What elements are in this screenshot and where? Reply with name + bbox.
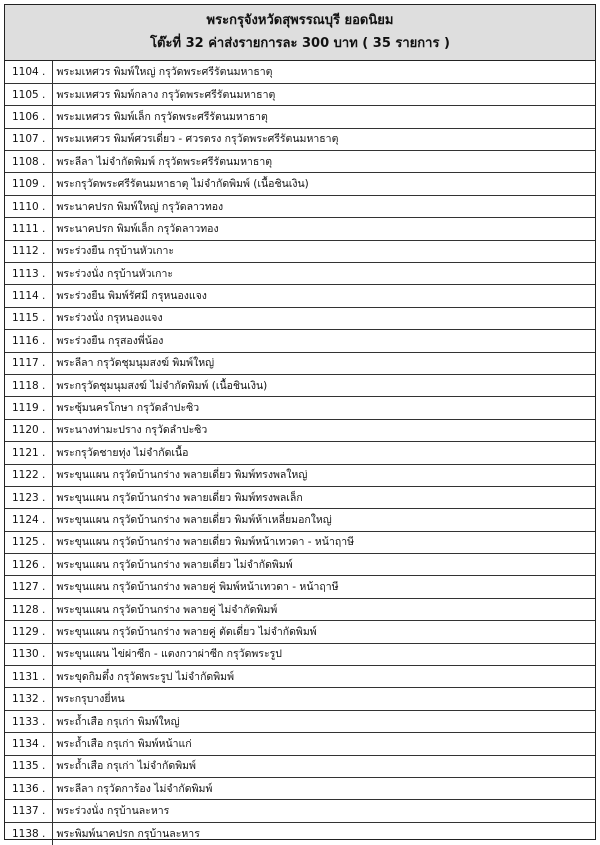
item-name: พระร่วงยืน กรุบ้านหัวเกาะ: [52, 240, 595, 262]
table-row: [5, 128, 595, 150]
item-number: 1110 .: [5, 195, 52, 217]
table-row: [5, 822, 595, 844]
item-number: 1136 .: [5, 778, 52, 800]
item-name: พระร่วงนั่ง กรุบ้านหัวเกาะ: [52, 263, 595, 285]
item-name: พระร่วงนั่ง กรุบ้านละหาร: [52, 800, 595, 822]
item-number: 1121 .: [5, 442, 52, 464]
item-number: 1135 .: [5, 755, 52, 777]
listing-sheet: [4, 4, 596, 840]
item-name: พระขุดกิมตึ๋ง กรุวัดพระรูป ไม่จำกัดพิมพ์: [52, 666, 595, 688]
item-number: 1128 .: [5, 598, 52, 620]
table-row: [5, 509, 595, 531]
item-name: พระขุนแผน กรุวัดบ้านกร่าง พลายเดี่ยว พิมพ์ทรงพลเล็ก: [52, 486, 595, 508]
table-row: [5, 307, 595, 329]
item-name: พระซุ้มนครโกษา กรุวัดลำปะซิว: [52, 397, 595, 419]
table-row: [5, 576, 595, 598]
item-name: พระขุนแผน กรุวัดบ้านกร่าง พลายเดี่ยว ไม่จำกัดพิมพ์: [52, 554, 595, 576]
table-row: [5, 621, 595, 643]
item-number: 1119 .: [5, 397, 52, 419]
table-row: [5, 352, 595, 374]
item-number: 1109 .: [5, 173, 52, 195]
item-name: พระนางท่ามะปราง กรุวัดลำปะซิว: [52, 419, 595, 441]
item-name: พระกรุวัดชุมนุมสงฆ์ ไม่จำกัดพิมพ์ (เนื้อชินเงิน): [52, 374, 595, 396]
item-number: 1132 .: [5, 688, 52, 710]
item-number: 1104 .: [5, 61, 52, 83]
item-name: พระถ้ำเสือ กรุเก่า พิมพ์ใหญ่: [52, 710, 595, 732]
item-number: 1106 .: [5, 106, 52, 128]
table-row: [5, 598, 595, 620]
table-row: [5, 531, 595, 553]
item-number: 1107 .: [5, 128, 52, 150]
item-number: 1113 .: [5, 263, 52, 285]
item-number: 1122 .: [5, 464, 52, 486]
item-name: พระนาคปรก พิมพ์เล็ก กรุวัดลาวทอง: [52, 218, 595, 240]
item-number: 1112 .: [5, 240, 52, 262]
table-row: [5, 800, 595, 822]
table-row: [5, 419, 595, 441]
table-row: [5, 486, 595, 508]
item-number: 1108 .: [5, 151, 52, 173]
item-name: พระขุนแผน กรุวัดบ้านกร่าง พลายคู่ ตัดเดี่ยว ไม่จำกัดพิมพ์: [52, 621, 595, 643]
table-row: [5, 710, 595, 732]
item-name: พระกรุวัดชายทุ่ง ไม่จำกัดเนื้อ: [52, 442, 595, 464]
item-number: 1124 .: [5, 509, 52, 531]
item-number: 1125 .: [5, 531, 52, 553]
amulet-table: [5, 61, 595, 845]
item-number: 1133 .: [5, 710, 52, 732]
table-row: [5, 218, 595, 240]
table-row: [5, 464, 595, 486]
item-name: พระมเหศวร พิมพ์ศวรเดี่ยว - ศวรตรง กรุวัดพระศรีรัตนมหาธาตุ: [52, 128, 595, 150]
item-number: 1111 .: [5, 218, 52, 240]
item-number: 1126 .: [5, 554, 52, 576]
item-name: พระลีลา กรุวัดชุมนุมสงฆ์ พิมพ์ใหญ่: [52, 352, 595, 374]
table-row: [5, 643, 595, 665]
item-name: พระนาคปรก พิมพ์ใหญ่ กรุวัดลาวทอง: [52, 195, 595, 217]
item-number: 1117 .: [5, 352, 52, 374]
item-name: พระขุนแผน กรุวัดบ้านกร่าง พลายคู่ ไม่จำกัดพิมพ์: [52, 598, 595, 620]
item-number: 1127 .: [5, 576, 52, 598]
item-name: พระขุนแผน กรุวัดบ้านกร่าง พลายคู่ พิมพ์หน้าเทวดา - หน้าฤาษี: [52, 576, 595, 598]
table-row: [5, 397, 595, 419]
item-name: พระขุนแผน กรุวัดบ้านกร่าง พลายเดี่ยว พิมพ์หน้าเทวดา - หน้าฤาษี: [52, 531, 595, 553]
item-name: พระมเหศวร พิมพ์ใหญ่ กรุวัดพระศรีรัตนมหาธาตุ: [52, 61, 595, 83]
item-number: 1118 .: [5, 374, 52, 396]
item-number: 1130 .: [5, 643, 52, 665]
table-row: [5, 666, 595, 688]
item-number: 1114 .: [5, 285, 52, 307]
table-row: [5, 83, 595, 105]
table-row: [5, 778, 595, 800]
item-name: พระขุนแผน กรุวัดบ้านกร่าง พลายเดี่ยว พิมพ์ห้าเหลี่ยมอกใหญ่: [52, 509, 595, 531]
item-name: พระกรุบางยี่หน: [52, 688, 595, 710]
sheet-header: [5, 5, 595, 61]
item-name: พระพิมพ์นาคปรก กรุบ้านละหาร: [56, 827, 200, 840]
item-name: พระขุนแผน ไข่ผ่าซีก - แตงกวาผ่าซีก กรุวัดพระรูป: [52, 643, 595, 665]
item-name: พระกรุวัดพระศรีรัตนมหาธาตุ ไม่จำกัดพิมพ์ (เนื้อชินเงิน): [52, 173, 595, 195]
table-row: [5, 554, 595, 576]
table-row: [5, 374, 595, 396]
item-number: 1116 .: [5, 330, 52, 352]
table-row: [5, 173, 595, 195]
item-name: พระลีลา กรุวัดการ้อง ไม่จำกัดพิมพ์: [52, 778, 595, 800]
table-row: [5, 151, 595, 173]
table-row: [5, 263, 595, 285]
table-row: [5, 688, 595, 710]
table-row: [5, 195, 595, 217]
table-row: [5, 240, 595, 262]
item-number: 1138 .: [5, 822, 52, 844]
item-name: พระลีลา ไม่จำกัดพิมพ์ กรุวัดพระศรีรัตนมหาธาตุ: [52, 151, 595, 173]
item-name: พระถ้ำเสือ กรุเก่า ไม่จำกัดพิมพ์: [52, 755, 595, 777]
table-row: [5, 733, 595, 755]
item-number: 1105 .: [5, 83, 52, 105]
page-title: พระกรุจังหวัดสุพรรณบุรี ยอดนิยม: [206, 13, 394, 28]
table-row: [5, 285, 595, 307]
table-row: [5, 106, 595, 128]
item-name: พระมเหศวร พิมพ์เล็ก กรุวัดพระศรีรัตนมหาธาตุ: [52, 106, 595, 128]
table-row: [5, 442, 595, 464]
item-number: 1134 .: [5, 733, 52, 755]
table-row: [5, 61, 595, 83]
item-name: พระถ้ำเสือ กรุเก่า พิมพ์หน้าแก่: [52, 733, 595, 755]
page-subtitle: โต๊ะที่ 32 ค่าส่งรายการละ 300 บาท ( 35 รายการ ): [150, 36, 450, 51]
table-row: [5, 755, 595, 777]
item-number: 1115 .: [5, 307, 52, 329]
item-name: พระร่วงนั่ง กรุหนองแจง: [52, 307, 595, 329]
item-number: 1129 .: [5, 621, 52, 643]
item-number: 1137 .: [5, 800, 52, 822]
item-number: 1123 .: [5, 486, 52, 508]
table-row: [5, 330, 595, 352]
item-name: พระร่วงยืน พิมพ์รัศมี กรุหนองแจง: [52, 285, 595, 307]
item-name: พระมเหศวร พิมพ์กลาง กรุวัดพระศรีรัตนมหาธาตุ: [52, 83, 595, 105]
item-number: 1120 .: [5, 419, 52, 441]
item-name: พระร่วงยืน กรุสองพี่น้อง: [52, 330, 595, 352]
item-number: 1131 .: [5, 666, 52, 688]
item-name: พระขุนแผน กรุวัดบ้านกร่าง พลายเดี่ยว พิมพ์ทรงพลใหญ่: [52, 464, 595, 486]
